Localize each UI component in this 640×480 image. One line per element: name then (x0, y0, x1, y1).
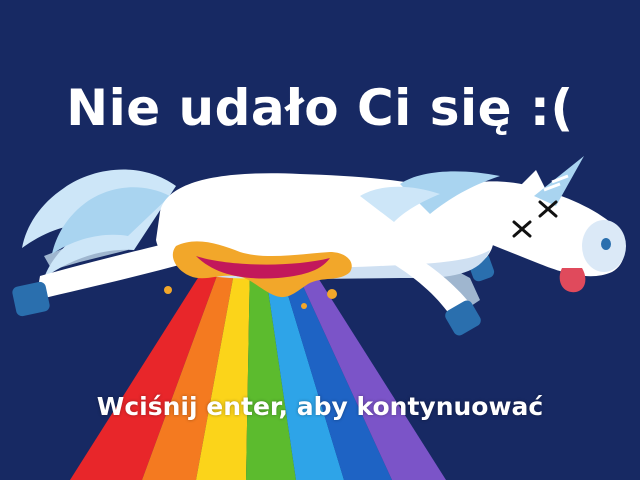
rainbow-stream-icon (70, 262, 446, 480)
continue-prompt: Wciśnij enter, aby kontynuować (96, 392, 544, 421)
game-over-title: Nie udało Ci się :( (66, 79, 574, 137)
